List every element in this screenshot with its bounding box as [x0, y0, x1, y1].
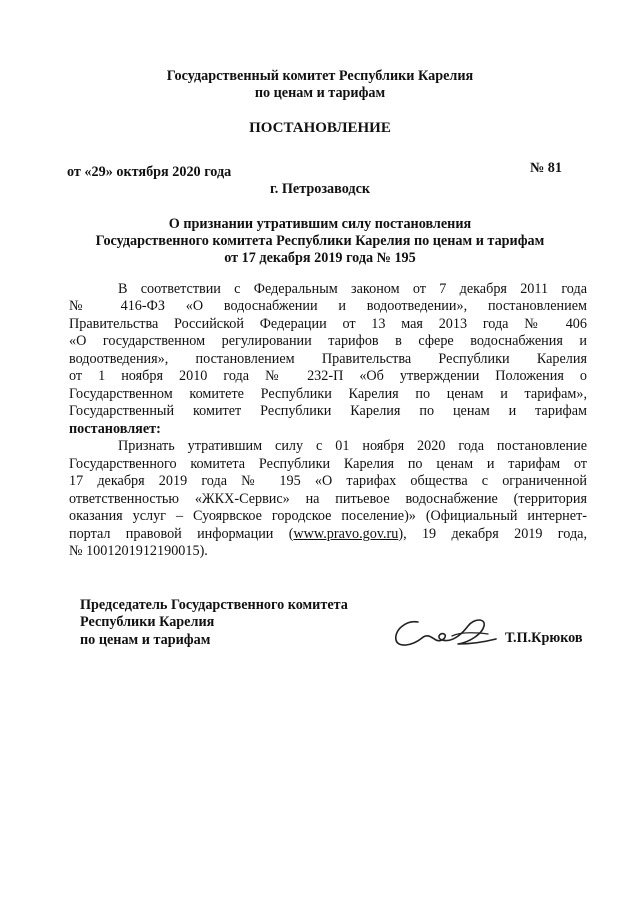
body-line	[69, 526, 587, 544]
preamble-line: Государственный комитет Республики Карелия по ценам и тарифам	[69, 403, 587, 419]
body-line: ответственностью «ЖКХ-Сервис» на питьевое водоснабжение (территория	[69, 491, 587, 507]
signatory-title-line1: Председатель Государственного комитета	[80, 597, 348, 613]
signatory-title-line3: по ценам и тарифам	[80, 632, 211, 648]
handwritten-signature	[388, 612, 500, 652]
signatory-title-line2: Республики Карелия	[80, 614, 215, 630]
pravo-link[interactable]: www.pravo.gov.ru	[293, 526, 399, 542]
body-line: 17 декабря 2019 года № 195 «О тарифах общества с ограниченной	[69, 473, 587, 489]
resolves-word: постановляет:	[69, 421, 161, 437]
body-line: оказания услуг – Суоярвское городское поселение)» (Официальный интернет-	[69, 508, 587, 524]
body-line6-prefix: портал правовой информации (	[69, 526, 294, 542]
preamble-line: водоотведения», постановлением Правительства Республики Карелия	[69, 351, 587, 367]
doc-number: № 81	[530, 160, 562, 176]
preamble-line: № 416-ФЗ «О водоснабжении и водоотведении», постановлением	[69, 298, 587, 314]
title-line1: О признании утратившим силу постановления	[168, 216, 472, 232]
doc-type: ПОСТАНОВЛЕНИЕ	[249, 120, 391, 136]
preamble-line: Правительства Российской Федерации от 13 мая 2013 года № 406	[69, 316, 587, 332]
doc-city: г. Петрозаводск	[269, 181, 371, 197]
body-line: № 1001201912190015).	[69, 543, 208, 559]
preamble-line: «О государственном регулировании тарифов в сфере водоснабжения и	[69, 333, 587, 349]
title-line3: от 17 декабря 2019 года № 195	[224, 250, 416, 266]
body-line6-suffix: ), 19 декабря 2019 года,	[398, 526, 588, 542]
org-name-line2: по ценам и тарифам	[254, 85, 386, 101]
doc-date: от «29» октября 2020 года	[67, 164, 232, 180]
signatory-name: Т.П.Крюков	[505, 630, 583, 646]
title-line2: Государственного комитета Республики Карелия по ценам и тарифам	[95, 233, 545, 249]
org-name-line1: Государственный комитет Республики Карелия	[166, 68, 474, 84]
body-line: Государственного комитета Республики Карелия по ценам и тарифам от	[69, 456, 587, 472]
preamble-line: от 1 ноября 2010 года № 232-П «Об утверждении Положения о	[69, 368, 587, 384]
preamble-line: В соответствии с Федеральным законом от 7 декабря 2011 года	[118, 281, 587, 297]
body-line: Признать утратившим силу с 01 ноября 2020 года постановление	[118, 438, 587, 454]
preamble-line: Государственном комитете Республики Карелия по ценам и тарифам»,	[69, 386, 587, 402]
